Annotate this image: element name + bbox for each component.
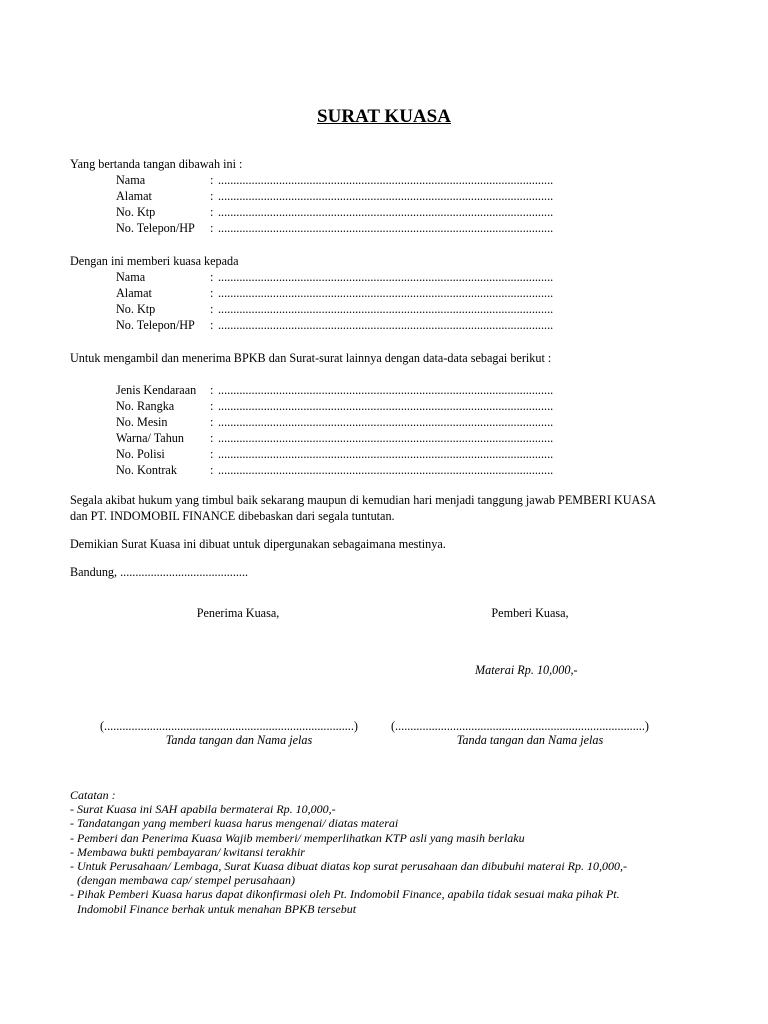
field-blank: .............................................................................................................. — [218, 431, 554, 445]
field-blank: .............................................................................................................. — [218, 173, 554, 187]
notes-heading: Catatan : — [70, 788, 116, 802]
field-blank: .............................................................................................................. — [218, 205, 554, 219]
field-label: No. Ktp — [116, 205, 156, 219]
field-row — [116, 462, 568, 478]
field-row — [116, 172, 568, 188]
field-blank: .............................................................................................................. — [218, 221, 554, 235]
note-item-continuation: (dengan membawa cap/ stempel perusahaan) — [77, 873, 295, 888]
notes-section — [70, 788, 710, 916]
field-label: Alamat — [116, 286, 152, 300]
field-row — [116, 285, 568, 301]
field-blank: .............................................................................................................. — [218, 447, 554, 461]
field-label: No. Rangka — [116, 399, 175, 413]
grantor-fields — [116, 172, 568, 236]
purpose-statement: Untuk mengambil dan menerima BPKB dan Surat-surat lainnya dengan data-data sebagai berikut : — [70, 351, 552, 365]
field-label: Warna/ Tahun — [116, 431, 184, 445]
field-separator: : — [210, 189, 214, 203]
field-row — [116, 382, 568, 398]
grantor-intro: Yang bertanda tangan dibawah ini : — [70, 157, 243, 171]
field-blank: .............................................................................................................. — [218, 302, 554, 316]
field-row — [116, 398, 568, 414]
receiver-signature-caption: Tanda tangan dan Nama jelas — [165, 733, 313, 747]
field-row — [116, 204, 568, 220]
field-blank: .............................................................................................................. — [218, 415, 554, 429]
liability-statement-line-2: dan PT. INDOMOBIL FINANCE dibebaskan dari segala tuntutan. — [70, 509, 395, 523]
field-label: No. Kontrak — [116, 463, 177, 477]
note-item-continuation: Indomobil Finance berhak untuk menahan BPKB tersebut — [77, 901, 357, 916]
field-blank: .............................................................................................................. — [218, 463, 554, 477]
field-blank: .............................................................................................................. — [218, 270, 554, 284]
field-separator: : — [210, 431, 214, 445]
field-row — [116, 317, 568, 333]
field-row — [116, 301, 568, 317]
field-label: No. Telepon/HP — [116, 318, 195, 332]
document-title: SURAT KUASA — [317, 106, 451, 127]
field-blank: .............................................................................................................. — [218, 189, 554, 203]
field-separator: : — [210, 447, 214, 461]
giver-signature-caption: Tanda tangan dan Nama jelas — [456, 733, 604, 747]
field-row — [116, 414, 568, 430]
note-item: - Surat Kuasa ini SAH apabila bermaterai Rp. 10,000,- — [70, 802, 336, 817]
field-label: No. Telepon/HP — [116, 221, 195, 235]
field-label: No. Polisi — [116, 447, 165, 461]
vehicle-fields — [116, 382, 568, 478]
field-label: No. Mesin — [116, 415, 168, 429]
field-separator: : — [210, 463, 214, 477]
field-label: No. Ktp — [116, 302, 156, 316]
field-row — [116, 269, 568, 285]
field-separator: : — [210, 286, 214, 300]
field-blank: .............................................................................................................. — [218, 318, 554, 332]
note-item: - Tandatangan yang memberi kuasa harus mengenai/ diatas materai — [70, 816, 399, 831]
field-row — [116, 188, 568, 204]
field-separator: : — [210, 205, 214, 219]
liability-statement-line-1: Segala akibat hukum yang timbul baik sekarang maupun di kemudian hari menjadi tanggung jawab PEMBERI KUASA — [70, 493, 656, 507]
field-separator: : — [210, 415, 214, 429]
field-separator: : — [210, 173, 214, 187]
field-label: Nama — [116, 270, 146, 284]
receiver-signature-line: (..................................................................................) — [100, 719, 358, 733]
field-row — [116, 430, 568, 446]
giver-signature-line: (..................................................................................) — [391, 719, 649, 733]
field-separator: : — [210, 221, 214, 235]
grantee-intro: Dengan ini memberi kuasa kepada — [70, 254, 239, 268]
field-label: Nama — [116, 173, 146, 187]
field-separator: : — [210, 383, 214, 397]
field-row — [116, 446, 568, 462]
note-item: - Pihak Pemberi Kuasa harus dapat dikonfirmasi oleh Pt. Indomobil Finance, apabila tidak sesuai maka pihak Pt. — [70, 887, 620, 902]
field-blank: .............................................................................................................. — [218, 383, 554, 397]
note-item: - Pemberi dan Penerima Kuasa Wajib memberi/ memperlihatkan KTP asli yang masih berlaku — [70, 830, 525, 845]
field-separator: : — [210, 270, 214, 284]
note-item: - Membawa bukti pembayaran/ kwitansi terakhir — [70, 844, 305, 859]
note-item: - Untuk Perusahaan/ Lembaga, Surat Kuasa dibuat diatas kop surat perusahaan dan dibubuhi materai Rp. 10,000,- — [70, 859, 627, 874]
closing-statement: Demikian Surat Kuasa ini dibuat untuk dipergunakan sebagaimana mestinya. — [70, 537, 446, 551]
field-separator: : — [210, 399, 214, 413]
field-label: Jenis Kendaraan — [116, 383, 197, 397]
field-separator: : — [210, 318, 214, 332]
grantee-fields — [116, 269, 568, 333]
field-row — [116, 220, 568, 236]
receiver-label: Penerima Kuasa, — [196, 606, 280, 620]
giver-label: Pemberi Kuasa, — [491, 606, 569, 620]
stamp-duty-note: Materai Rp. 10,000,- — [475, 663, 578, 677]
field-label: Alamat — [116, 189, 152, 203]
field-separator: : — [210, 302, 214, 316]
field-blank: .............................................................................................................. — [218, 286, 554, 300]
place-date: Bandung, .......................................... — [70, 565, 249, 579]
field-blank: .............................................................................................................. — [218, 399, 554, 413]
